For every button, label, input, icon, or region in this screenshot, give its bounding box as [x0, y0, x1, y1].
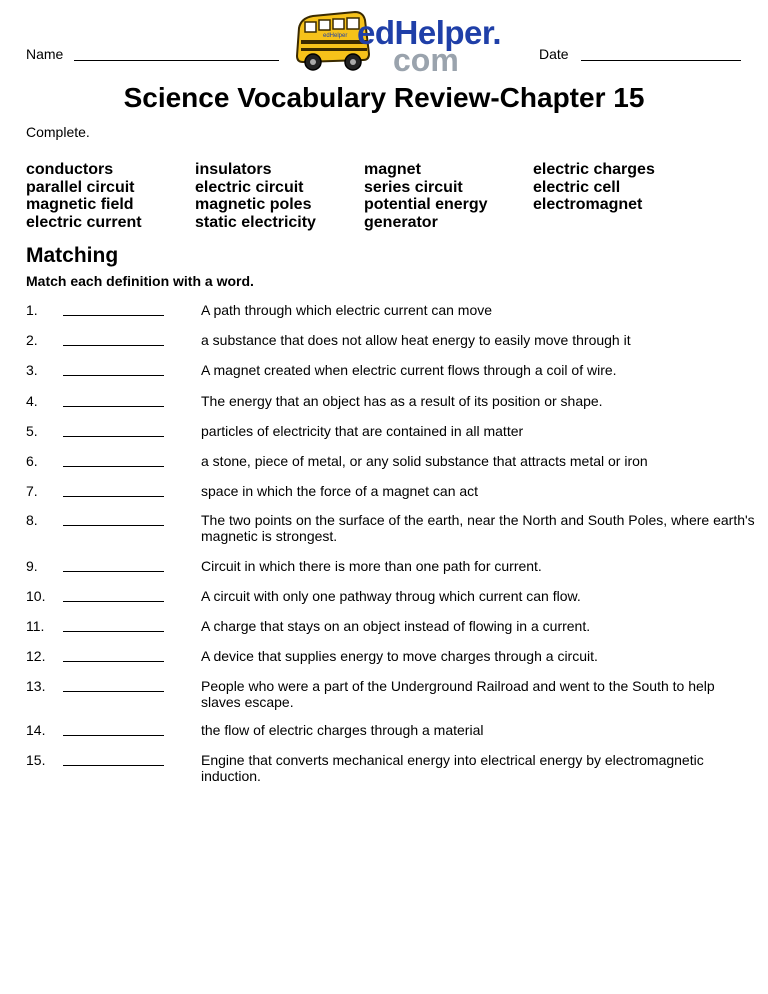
question-row	[26, 618, 756, 648]
word-bank-item: magnetic field	[26, 196, 134, 213]
instructions: Complete.	[26, 124, 90, 140]
answer-blank[interactable]	[63, 631, 164, 632]
question-row	[26, 332, 756, 362]
question-row	[26, 588, 756, 618]
question-number: 12.	[26, 648, 46, 664]
question-definition: A magnet created when electric current flows through a coil of wire.	[201, 362, 617, 378]
word-bank-item: electric charges	[533, 161, 655, 178]
bus-text: edHelper	[323, 33, 348, 39]
matching-questions	[26, 302, 756, 786]
answer-blank[interactable]	[63, 525, 164, 526]
edhelper-logo	[293, 8, 502, 78]
question-number: 13.	[26, 678, 46, 694]
word-bank-item: electric circuit	[195, 178, 304, 196]
question-number: 3.	[26, 362, 38, 378]
question-number: 10.	[26, 588, 46, 604]
question-number: 4.	[26, 393, 38, 409]
word-bank-item: insulators	[195, 161, 272, 178]
question-row	[26, 558, 756, 588]
question-number: 11.	[26, 618, 45, 634]
question-number: 15.	[26, 752, 46, 768]
answer-blank[interactable]	[63, 601, 164, 602]
answer-blank[interactable]	[63, 735, 164, 736]
date-label: Date	[539, 46, 569, 62]
question-number: 5.	[26, 423, 38, 439]
question-definition: a substance that does not allow heat energy to easily move through it	[201, 332, 631, 348]
question-row	[26, 483, 756, 512]
answer-blank[interactable]	[63, 375, 164, 376]
answer-blank[interactable]	[63, 315, 164, 316]
question-row	[26, 453, 756, 483]
question-definition: The energy that an object has as a result of its position or shape.	[201, 393, 603, 409]
matching-title: Matching	[26, 244, 119, 267]
answer-blank[interactable]	[63, 691, 164, 692]
logo-text-com: com	[393, 42, 459, 78]
word-bank-item: magnet	[364, 161, 421, 178]
word-bank-item	[533, 214, 733, 232]
question-number: 1.	[26, 302, 38, 318]
question-definition: space in which the force of a magnet can act	[201, 483, 479, 499]
answer-blank[interactable]	[63, 406, 164, 407]
answer-blank[interactable]	[63, 496, 164, 497]
question-definition: A charge that stays on an object instead of flowing in a current.	[201, 618, 591, 634]
question-row	[26, 302, 756, 332]
word-bank-item: parallel circuit	[26, 178, 135, 196]
question-definition: People who were a part of the Underground Railroad and went to the South to help slaves escape.	[201, 678, 715, 710]
question-number: 6.	[26, 453, 38, 469]
question-number: 9.	[26, 558, 38, 574]
answer-blank[interactable]	[63, 661, 164, 662]
answer-blank[interactable]	[63, 571, 164, 572]
question-row	[26, 648, 756, 678]
word-bank-item: series circuit	[364, 178, 463, 196]
question-definition: Engine that converts mechanical energy into electrical energy by electromagnetic induction.	[201, 752, 704, 784]
question-definition: A device that supplies energy to move charges through a circuit.	[201, 648, 598, 664]
word-bank-item: electric current	[26, 213, 142, 231]
answer-blank[interactable]	[63, 436, 164, 437]
question-definition: a stone, piece of metal, or any solid substance that attracts metal or iron	[201, 453, 648, 469]
word-bank-item: static electricity	[195, 213, 316, 231]
worksheet-header	[0, 0, 768, 80]
question-definition: the flow of electric charges through a material	[201, 722, 484, 738]
name-label: Name	[26, 46, 64, 62]
question-definition: particles of electricity that are contained in all matter	[201, 423, 524, 439]
question-number: 14.	[26, 722, 46, 738]
question-definition: A circuit with only one pathway throug which current can flow.	[201, 588, 581, 604]
question-number: 8.	[26, 512, 38, 528]
question-row	[26, 752, 756, 786]
answer-blank[interactable]	[63, 466, 164, 467]
word-bank	[26, 161, 746, 231]
word-bank-item: generator	[364, 213, 438, 231]
question-definition: A path through which electric current can move	[201, 302, 493, 318]
logo-text-edhelper: edHelper.	[357, 14, 502, 51]
name-blank-line[interactable]	[74, 60, 279, 61]
question-row	[26, 423, 756, 453]
matching-subtitle: Match each definition with a word.	[26, 273, 254, 289]
word-bank-item: conductors	[26, 161, 114, 178]
date-blank-line[interactable]	[581, 60, 741, 61]
question-row	[26, 393, 756, 423]
word-bank-item: electromagnet	[533, 196, 643, 213]
word-bank-item: magnetic poles	[195, 196, 312, 213]
answer-blank[interactable]	[63, 765, 164, 766]
word-bank-item: potential energy	[364, 196, 488, 213]
question-definition: The two points on the surface of the earth, near the North and South Poles, where earth's magnetic is strongest.	[201, 512, 755, 544]
answer-blank[interactable]	[63, 345, 164, 346]
question-row	[26, 512, 756, 558]
question-number: 2.	[26, 332, 38, 348]
question-number: 7.	[26, 483, 38, 499]
question-row	[26, 362, 756, 393]
question-definition: Circuit in which there is more than one path for current.	[201, 558, 542, 574]
page-title: Science Vocabulary Review-Chapter 15	[123, 82, 645, 113]
word-bank-item: electric cell	[533, 178, 621, 196]
question-row	[26, 722, 756, 752]
question-row	[26, 678, 756, 722]
